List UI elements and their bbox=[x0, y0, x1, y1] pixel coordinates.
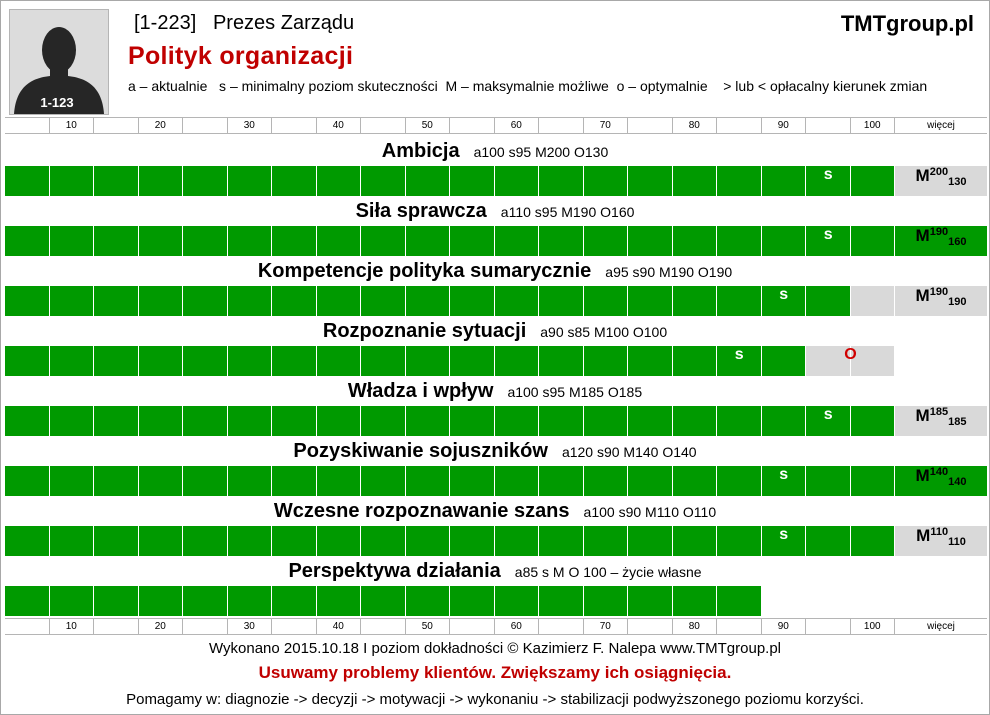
bar-segment bbox=[183, 466, 228, 496]
bar-segment bbox=[228, 526, 273, 556]
bar-segment bbox=[5, 526, 50, 556]
scale-top-tick-label: 10 bbox=[50, 118, 95, 133]
competency-bar bbox=[5, 586, 987, 616]
competency-bar bbox=[5, 166, 987, 196]
scale-top-tick-label: 30 bbox=[228, 118, 273, 133]
bar-segment bbox=[228, 226, 273, 256]
bar-segment bbox=[94, 226, 139, 256]
bar-segment bbox=[228, 466, 273, 496]
bar-segment bbox=[539, 526, 584, 556]
bar-segment bbox=[584, 526, 629, 556]
bar-segment bbox=[50, 166, 95, 196]
bar-segment bbox=[584, 406, 629, 436]
optimal-value: 110 bbox=[948, 536, 966, 548]
bar-segment bbox=[495, 586, 540, 616]
bar-segment bbox=[272, 466, 317, 496]
competency-bar bbox=[5, 226, 987, 256]
bar-segment bbox=[628, 526, 673, 556]
bar-segment bbox=[361, 346, 406, 376]
bar-segment bbox=[94, 166, 139, 196]
min-level-marker: s bbox=[779, 286, 789, 303]
bar-segment bbox=[673, 466, 718, 496]
bar-segment bbox=[317, 286, 362, 316]
scale-top-cell bbox=[361, 118, 406, 133]
bar-segment bbox=[50, 586, 95, 616]
competency-name: Władza i wpływ bbox=[347, 380, 494, 402]
max-level-label bbox=[895, 226, 987, 256]
max-value: 185 bbox=[929, 406, 949, 418]
bar-segment bbox=[5, 166, 50, 196]
scale-bottom-cell bbox=[361, 619, 406, 634]
brand-logo: TMTgroup.pl bbox=[840, 11, 974, 36]
bar-segment bbox=[406, 346, 451, 376]
bar-segment bbox=[5, 286, 50, 316]
bar-segment bbox=[50, 226, 95, 256]
bar-segment bbox=[762, 346, 807, 376]
bar-segment bbox=[272, 166, 317, 196]
bar-segment bbox=[628, 166, 673, 196]
bar-segment bbox=[806, 466, 851, 496]
competency-bar bbox=[5, 286, 987, 316]
bar-segment bbox=[183, 526, 228, 556]
avatar-badge: 1-123 bbox=[40, 95, 74, 110]
competency-title bbox=[0, 320, 990, 343]
max-letter: M bbox=[915, 466, 930, 485]
min-level-marker: s bbox=[823, 226, 833, 243]
bar-segment bbox=[5, 226, 50, 256]
scale-bottom-cell bbox=[806, 619, 851, 634]
scale-bottom-tick-label: 60 bbox=[495, 619, 540, 634]
bar-segment bbox=[539, 346, 584, 376]
bar-segment bbox=[317, 586, 362, 616]
bar-segment bbox=[450, 286, 495, 316]
bar-segment bbox=[851, 226, 896, 256]
scale-bottom-cell bbox=[272, 619, 317, 634]
bar-segment bbox=[539, 286, 584, 316]
target-segment bbox=[851, 286, 896, 316]
scale-bottom-tick-label: 20 bbox=[139, 619, 184, 634]
competency-title bbox=[0, 560, 990, 583]
bar-segment bbox=[450, 586, 495, 616]
competency-name: Kompetencje polityka sumarycznie bbox=[257, 260, 592, 282]
competency-name: Rozpoznanie sytuacji bbox=[322, 320, 527, 342]
bar-segment bbox=[50, 466, 95, 496]
bar-segment bbox=[272, 346, 317, 376]
scale-bottom-cell bbox=[717, 619, 762, 634]
optimal-value: 185 bbox=[948, 416, 967, 428]
min-level-marker: s bbox=[779, 466, 789, 483]
bar-segment bbox=[628, 346, 673, 376]
footer-services: Pomagamy w: diagnozie -> decyzji -> motywacji -> wykonaniu -> stabilizacji podwyższonego poziomu korzyści. bbox=[126, 691, 864, 708]
bar-segment bbox=[673, 586, 718, 616]
competency-values: a85 s M O 100 – życie własne bbox=[514, 564, 702, 580]
scale-top-cell bbox=[806, 118, 851, 133]
bar-segment bbox=[406, 406, 451, 436]
target-segment bbox=[762, 586, 807, 616]
bar-segment bbox=[450, 166, 495, 196]
extra-segment bbox=[895, 586, 987, 616]
scale-bottom-cell bbox=[539, 619, 584, 634]
bar-segment bbox=[851, 406, 896, 436]
min-level-marker: s bbox=[823, 406, 833, 423]
competency-values: a95 s90 M190 O190 bbox=[605, 264, 733, 280]
max-letter: M bbox=[915, 166, 930, 185]
min-level-marker: s bbox=[734, 346, 744, 363]
optimal-value: 190 bbox=[948, 296, 967, 308]
max-value: 200 bbox=[929, 166, 949, 178]
scale-bottom-cell bbox=[628, 619, 673, 634]
scale-bottom-tick-label: 70 bbox=[584, 619, 629, 634]
scale-bottom-tick-label: 30 bbox=[228, 619, 273, 634]
bar-segment bbox=[361, 286, 406, 316]
target-segment bbox=[806, 586, 851, 616]
bar-segment bbox=[450, 406, 495, 436]
competency-name: Ambicja bbox=[381, 140, 460, 162]
max-value: 140 bbox=[929, 466, 949, 478]
bar-segment bbox=[139, 286, 184, 316]
bar-segment bbox=[139, 346, 184, 376]
bar-segment bbox=[139, 466, 184, 496]
bar-segment bbox=[584, 286, 629, 316]
bar-segment bbox=[673, 346, 718, 376]
bar-segment bbox=[183, 586, 228, 616]
bar-segment bbox=[183, 226, 228, 256]
bar-segment bbox=[183, 286, 228, 316]
min-level-marker: s bbox=[779, 526, 789, 543]
optimal-value: 130 bbox=[948, 176, 967, 188]
bar-segment bbox=[5, 406, 50, 436]
bar-segment bbox=[495, 406, 540, 436]
bar-segment bbox=[450, 346, 495, 376]
bar-segment bbox=[495, 526, 540, 556]
competency-title bbox=[0, 380, 990, 403]
competency-values: a100 s95 M200 O130 bbox=[473, 144, 609, 160]
optimal-value: 140 bbox=[948, 476, 967, 488]
bar-segment bbox=[673, 166, 718, 196]
bar-segment bbox=[406, 166, 451, 196]
bar-segment bbox=[317, 166, 362, 196]
bar-segment bbox=[851, 466, 896, 496]
scale-bottom-tick-label: 90 bbox=[762, 619, 807, 634]
scale-top-tick-label: 20 bbox=[139, 118, 184, 133]
bar-segment bbox=[495, 346, 540, 376]
bar-segment bbox=[94, 286, 139, 316]
bar-segment bbox=[228, 406, 273, 436]
max-level-label bbox=[895, 526, 987, 556]
scale-bottom-cell bbox=[94, 619, 139, 634]
bar-segment bbox=[139, 406, 184, 436]
footer-credits: Wykonano 2015.10.18 I poziom dokładności © Kazimierz F. Nalepa www.TMTgroup.pl bbox=[208, 640, 782, 657]
extra-segment bbox=[895, 346, 987, 376]
scale-bottom-tick-label: 50 bbox=[406, 619, 451, 634]
max-value: 110 bbox=[930, 526, 949, 538]
min-level-marker: s bbox=[823, 166, 833, 183]
footer-slogan: Usuwamy problemy klientów. Zwiększamy ich osiągnięcia. bbox=[258, 663, 732, 682]
bar-segment bbox=[717, 466, 762, 496]
bar-segment bbox=[317, 226, 362, 256]
bar-segment bbox=[183, 166, 228, 196]
competency-title bbox=[0, 440, 990, 463]
bar-segment bbox=[628, 586, 673, 616]
competency-title bbox=[0, 140, 990, 163]
scale-top-cell bbox=[272, 118, 317, 133]
bar-segment bbox=[139, 226, 184, 256]
optimal-value: 160 bbox=[948, 236, 967, 248]
scale-top-tick-label: 50 bbox=[406, 118, 451, 133]
legend-text: a – aktualnie s – minimalny poziom skuteczności M – maksymalnie możliwe o – optymalnie > lub < opłacalny kierunek zmian bbox=[128, 78, 928, 94]
bar-segment bbox=[94, 586, 139, 616]
bar-segment bbox=[762, 166, 807, 196]
bar-segment bbox=[317, 526, 362, 556]
bar-segment bbox=[272, 406, 317, 436]
scale-top-tick-label: 70 bbox=[584, 118, 629, 133]
bar-segment bbox=[50, 346, 95, 376]
optimal-marker: O bbox=[844, 346, 857, 363]
competency-bar bbox=[5, 346, 987, 376]
scale-bottom-tick-label: 80 bbox=[673, 619, 718, 634]
bar-segment bbox=[628, 286, 673, 316]
competency-title bbox=[0, 260, 990, 283]
bar-segment bbox=[272, 226, 317, 256]
competency-name: Pozyskiwanie sojuszników bbox=[293, 440, 548, 462]
max-level-label bbox=[895, 166, 987, 196]
bar-segment bbox=[717, 526, 762, 556]
page-title: Polityk organizacji bbox=[128, 42, 354, 70]
bar-segment bbox=[183, 406, 228, 436]
competency-values: a110 s95 M190 O160 bbox=[500, 204, 635, 220]
bar-segment bbox=[139, 526, 184, 556]
bar-segment bbox=[361, 226, 406, 256]
bar-segment bbox=[495, 466, 540, 496]
scale-bottom-cell bbox=[450, 619, 495, 634]
bar-segment bbox=[94, 346, 139, 376]
bar-segment bbox=[717, 286, 762, 316]
bar-segment bbox=[539, 166, 584, 196]
bar-segment bbox=[228, 586, 273, 616]
max-value: 190 bbox=[929, 286, 949, 298]
bar-segment bbox=[139, 166, 184, 196]
scale-bottom-tick-label: 40 bbox=[317, 619, 362, 634]
bar-segment bbox=[317, 406, 362, 436]
bar-segment bbox=[50, 526, 95, 556]
bar-segment bbox=[673, 226, 718, 256]
bar-segment bbox=[361, 466, 406, 496]
bar-segment bbox=[183, 346, 228, 376]
competency-values: a100 s90 M110 O110 bbox=[583, 504, 717, 520]
target-segment bbox=[851, 586, 896, 616]
bar-segment bbox=[361, 166, 406, 196]
max-level-label bbox=[895, 286, 987, 316]
bar-segment bbox=[539, 406, 584, 436]
bar-segment bbox=[228, 286, 273, 316]
page-heading bbox=[134, 12, 354, 35]
bar-segment bbox=[628, 406, 673, 436]
bar-segment bbox=[228, 166, 273, 196]
bar-segment bbox=[272, 526, 317, 556]
scale-top-cell bbox=[717, 118, 762, 133]
scale-bottom-cell bbox=[183, 619, 228, 634]
scale-bottom-tick-label: 100 bbox=[851, 619, 896, 634]
scale-top-tick-label: 100 bbox=[851, 118, 896, 133]
bar-segment bbox=[539, 226, 584, 256]
bar-segment bbox=[406, 586, 451, 616]
scale-top-cell bbox=[183, 118, 228, 133]
bar-segment bbox=[673, 526, 718, 556]
max-letter: M bbox=[915, 286, 930, 305]
bar-segment bbox=[50, 286, 95, 316]
bar-segment bbox=[717, 586, 762, 616]
competency-values: a90 s85 M100 O100 bbox=[540, 324, 668, 340]
competency-title bbox=[0, 200, 990, 223]
bar-segment bbox=[450, 466, 495, 496]
bar-segment bbox=[584, 586, 629, 616]
bar-segment bbox=[272, 286, 317, 316]
competency-bar bbox=[5, 526, 987, 556]
bar-segment bbox=[495, 166, 540, 196]
bar-segment bbox=[450, 226, 495, 256]
competency-values: a120 s90 M140 O140 bbox=[561, 444, 697, 460]
scale-top-tick-label: 80 bbox=[673, 118, 718, 133]
bar-segment bbox=[361, 526, 406, 556]
competency-bar bbox=[5, 466, 987, 496]
bar-segment bbox=[94, 526, 139, 556]
max-level-label bbox=[895, 466, 987, 496]
bar-segment bbox=[361, 406, 406, 436]
bar-segment bbox=[762, 406, 807, 436]
bar-segment bbox=[539, 466, 584, 496]
bar-segment bbox=[317, 466, 362, 496]
bar-segment bbox=[495, 226, 540, 256]
bar-segment bbox=[5, 346, 50, 376]
scale-bottom-tick-label: więcej bbox=[927, 621, 955, 632]
bar-segment bbox=[361, 586, 406, 616]
scale-top-cell bbox=[539, 118, 584, 133]
competency-title bbox=[0, 500, 990, 523]
bar-segment bbox=[406, 526, 451, 556]
scale-bottom bbox=[5, 618, 987, 635]
bar-segment bbox=[5, 466, 50, 496]
bar-segment bbox=[5, 586, 50, 616]
max-letter: M bbox=[915, 226, 930, 245]
competency-name: Perspektywa działania bbox=[288, 560, 501, 582]
bar-segment bbox=[851, 526, 896, 556]
bar-segment bbox=[94, 406, 139, 436]
max-level-label bbox=[895, 406, 987, 436]
scale-bottom-cell bbox=[5, 619, 50, 634]
position-code: [1-223] bbox=[134, 12, 197, 34]
bar-segment bbox=[806, 526, 851, 556]
bar-segment bbox=[806, 286, 851, 316]
max-value: 190 bbox=[929, 226, 949, 238]
bar-segment bbox=[539, 586, 584, 616]
scale-top-tick-label: 60 bbox=[495, 118, 540, 133]
bar-segment bbox=[406, 466, 451, 496]
competency-name: Wczesne rozpoznawanie szans bbox=[273, 500, 570, 522]
scale-top-cell bbox=[5, 118, 50, 133]
avatar bbox=[9, 9, 109, 115]
scale-top-cell bbox=[94, 118, 139, 133]
bar-segment bbox=[584, 166, 629, 196]
bar-segment bbox=[628, 466, 673, 496]
bar-segment bbox=[584, 226, 629, 256]
max-letter: M bbox=[916, 526, 931, 545]
scale-top-tick-label: 90 bbox=[762, 118, 807, 133]
bar-segment bbox=[50, 406, 95, 436]
scale-top-cell bbox=[450, 118, 495, 133]
bar-segment bbox=[584, 466, 629, 496]
bar-segment bbox=[673, 406, 718, 436]
bar-segment bbox=[272, 586, 317, 616]
bar-segment bbox=[94, 466, 139, 496]
competency-name: Siła sprawcza bbox=[355, 200, 487, 222]
bar-segment bbox=[406, 226, 451, 256]
bar-segment bbox=[139, 586, 184, 616]
bar-segment bbox=[584, 346, 629, 376]
bar-segment bbox=[851, 166, 896, 196]
scale-top-cell bbox=[628, 118, 673, 133]
bar-segment bbox=[717, 166, 762, 196]
bar-segment bbox=[717, 406, 762, 436]
scale-top bbox=[5, 117, 987, 134]
bar-segment bbox=[228, 346, 273, 376]
scale-top-tick-label: 40 bbox=[317, 118, 362, 133]
bar-segment bbox=[762, 226, 807, 256]
competency-values: a100 s95 M185 O185 bbox=[507, 384, 643, 400]
bar-segment bbox=[673, 286, 718, 316]
scale-top-tick-label: więcej bbox=[927, 120, 955, 131]
bar-segment bbox=[717, 226, 762, 256]
max-letter: M bbox=[915, 406, 930, 425]
bar-segment bbox=[628, 226, 673, 256]
bar-segment bbox=[317, 346, 362, 376]
bar-segment bbox=[450, 526, 495, 556]
competency-bar bbox=[5, 406, 987, 436]
bar-segment bbox=[495, 286, 540, 316]
bar-segment bbox=[406, 286, 451, 316]
position-name: Prezes Zarządu bbox=[212, 12, 355, 34]
scale-bottom-tick-label: 10 bbox=[50, 619, 95, 634]
